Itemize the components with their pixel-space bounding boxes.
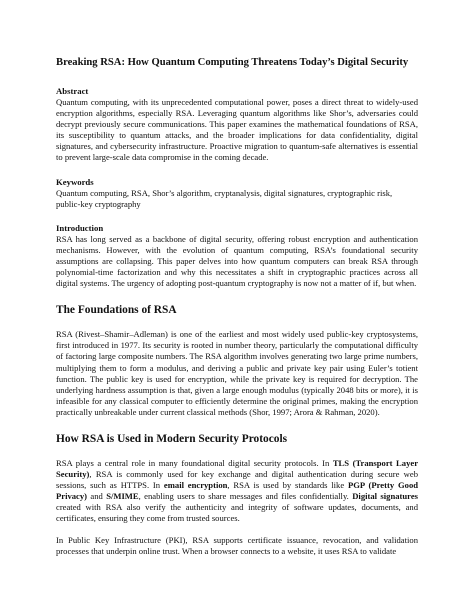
usage-text-6: created with RSA also verify the authenticity and integrity of software updates, documents, and certificates, ensuring they come from trusted sources.: [56, 502, 418, 524]
usage-text-3: , RSA is used by standards like: [227, 480, 348, 491]
usage-text-5: , enabling users to share messages and files confidentially.: [138, 491, 353, 502]
usage-section: [56, 432, 418, 557]
keywords-section: [56, 177, 418, 210]
keywords-text: Quantum computing, RSA, Shor’s algorithm, cryptanalysis, digital signatures, cryptographic risk, public-key cryptography: [56, 187, 393, 209]
digital-signatures-term: Digital signatures: [352, 491, 418, 502]
usage-text-1: RSA plays a central role in many foundational digital security protocols. In: [56, 457, 333, 468]
usage-text-2: , RSA is commonly used for key exchange and digital authentication during secure web sessions, such as HTTPS. In: [56, 469, 418, 491]
usage-text-4: and: [87, 491, 107, 502]
introduction-text: RSA has long served as a backbone of digital security, offering robust encryption and authentication mechanisms. However, with the evolution of quantum computing, RSA’s foundational security assumptions are collapsing. This paper delves into how quantum computers can break RSA through polynomial-time factorization and why this necessitates a shift in cryptographic practices across all digital systems. The urgency of adopting post-quantum cryptography is now not a matter of if, but when.: [56, 233, 418, 289]
abstract-text: Quantum computing, with its unprecedented computational power, poses a direct threat to widely-used encryption algorithms, especially RSA. Leveraging quantum algorithms like Shor’s, adversaries could decrypt previously secure communications. This paper examines the mathematical foundations of RSA, its susceptibility to quantum attacks, and the broader implications for data confidentiality, digital signatures, and cybersecurity infrastructure. Proactive migration to quantum-safe alternatives is essential to prevent large-scale data compromise in the coming decade.: [56, 97, 418, 163]
smime-term: S/MIME: [106, 491, 139, 502]
foundations-heading: The Foundations of RSA: [56, 304, 177, 317]
paper-title: Breaking RSA: How Quantum Computing Threatens Today’s Digital Security: [56, 57, 409, 68]
usage-paragraph-2: In Public Key Infrastructure (PKI), RSA supports certificate issuance, revocation, and validation processes that underpin online trust. When a browser connects to a website, it uses RSA to validate: [56, 534, 418, 556]
pgp-term: PGP (Pretty Good Privacy): [56, 480, 419, 502]
tls-term: TLS (Transport Layer Security): [56, 457, 419, 480]
introduction-section: [56, 223, 418, 289]
usage-paragraph-1: [56, 458, 418, 525]
abstract-section: [56, 86, 418, 164]
introduction-heading: Introduction: [56, 222, 104, 233]
foundations-section: [56, 303, 418, 418]
keywords-heading: Keywords: [56, 176, 94, 187]
usage-heading: How RSA is Used in Modern Security Protocols: [56, 432, 288, 445]
abstract-heading: Abstract: [56, 86, 89, 96]
email-encryption-term: email encryption: [163, 480, 228, 491]
foundations-text: RSA (Rivest–Shamir–Adleman) is one of the earliest and most widely used public-key cryptosystems, first introduced in 1977. Its security is rooted in number theory, particularly the computational difficulty of factoring large composite numbers. The RSA algorithm involves generating two large prime numbers, multiplying them to form a modulus, and deriving a public and private key pair using Euler’s totient function. The public key is used for encryption, while the private key is required for decryption. The underlying hardness assumption is that, given a large enough modulus (typically 2048 bits or more), it is infeasible for any classical computer to efficiently determine the original primes, making the encryption practically unbreakable under current classical methods (Shor, 1997; Arora & Rahman, 2020).: [56, 329, 418, 417]
